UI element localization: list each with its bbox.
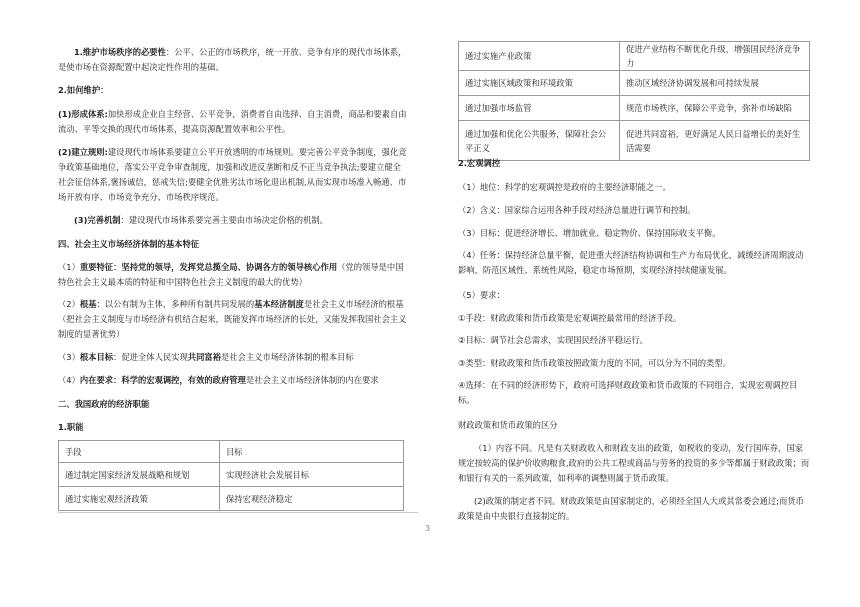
policy-difference-title-text: 财政政策和货币政策的区分 (458, 420, 558, 430)
table-header-goal: 目标 (220, 441, 404, 463)
table-row (459, 71, 810, 96)
macro-meaning (458, 203, 810, 218)
heading-section-four (58, 237, 408, 252)
feature-2-mid: ：以公有制为主体，多种所有制共同发展的 (96, 299, 255, 309)
text-improve-mechanism: ：建设现代市场体系要完善主要由市场决定价格的机制。 (120, 215, 328, 225)
feature-2-number: （2） (58, 299, 80, 309)
table-cell: 通过加强市场监管 (459, 96, 620, 121)
feature-4-number: （4） (58, 375, 80, 385)
paragraph-form-system (58, 107, 408, 137)
table-row (459, 121, 810, 161)
text-necessity: ：公平、公正的市场秩序，统一开放、竞争有序的现代市场体系，是使市场在资源配置中起决定性作用的基础。 (58, 47, 407, 72)
label-form-system: (1)形成体系: (58, 109, 108, 119)
macro-goal-text: （3）目标：促进经济增长、增加就业、稳定物价、保持国际收支平衡。 (458, 228, 721, 238)
macro-goal (458, 226, 810, 241)
paragraph-market-order-necessity (58, 45, 408, 75)
feature-1-colon: ： (113, 262, 122, 272)
table-cell: 推动区域经济协调发展和可持续发展 (620, 71, 810, 96)
heading-how-to-maintain (58, 83, 408, 98)
heading-section-two (58, 397, 408, 412)
feature-4-key: 科学的宏观调控，有效的政府管理 (121, 375, 246, 385)
feature-2-label: 根基 (79, 299, 97, 309)
heading-section-four-text: 四、社会主义市场经济体制的基本特征 (58, 239, 200, 249)
heading-macro-control (458, 156, 810, 171)
functions-table-left (58, 440, 404, 511)
page-number: 3 (425, 524, 431, 533)
feature-2-note: 是社会主义市场经济的根基（把社会主义制度与市场经济有机结合起来，既能发挥市场经济的长处，又能发挥我国社会主义制度的显著优势） (58, 299, 407, 339)
difference-maker (458, 494, 810, 524)
table-cell: 促进共同富裕，更好满足人民日益增长的美好生活需要 (620, 121, 810, 161)
requirement-choice-text: ④选择：在不同的经济形势下，政府可选择财政政策和货币政策的不同组合，实现宏观调控目标。 (458, 380, 798, 405)
feature-3-number: （3） (58, 352, 80, 362)
feature-4-colon: ： (113, 375, 122, 385)
feature-4-note: 是社会主义市场经济体制的内在要求 (245, 375, 379, 385)
table-row (59, 441, 404, 463)
table-cell: 规范市场秩序，保障公平竞争，弥补市场缺陷 (620, 96, 810, 121)
policy-difference-title (458, 418, 810, 433)
requirement-goal (458, 333, 810, 348)
heading-macro-text: 2.宏观调控 (458, 158, 501, 168)
heading-how-text: 2.如何维护： (58, 85, 109, 95)
feature-3-mid: ：促进全体人民实现 (113, 352, 188, 362)
heading-duties-text: 1.职能 (58, 422, 84, 432)
paragraph-improve-mechanism (58, 213, 408, 228)
feature-1-key: 坚持党的领导，发挥党总揽全局、协调各方的领导核心作用 (121, 262, 338, 272)
difference-content (458, 441, 810, 486)
heading-duties (58, 420, 408, 435)
requirement-type (458, 356, 810, 371)
feature-3-label: 根本目标 (79, 352, 114, 362)
label-improve-mechanism: (3)完善机制 (74, 215, 121, 225)
table-row (459, 96, 810, 121)
table-cell: 通过加强和优化公共服务，保障社会公平正义 (459, 121, 620, 161)
table-cell: 促进产业结构不断优化升级，增强国民经济竞争力 (620, 42, 810, 71)
requirement-choice (458, 378, 810, 408)
macro-status-text: （1）地位：科学的宏观调控是政府的主要经济职能之一。 (458, 182, 671, 192)
text-form-system: 加快形成企业自主经营、公平竞争，消费者自由选择、自主消费，商品和要素自由流动、平等交换的现代市场体系，提高资源配置效率和公平性。 (58, 109, 407, 134)
label-establish-rules: (2)建立规则: (58, 147, 108, 157)
feature-4-label: 内在要求 (79, 375, 114, 385)
functions-table-right (458, 41, 810, 161)
feature-3-key: 共同富裕 (187, 352, 221, 362)
feature-1-label: 重要特征 (79, 262, 114, 272)
requirement-type-text: ③类型：财政政策和货币政策按照政策力度的不同，可以分为不同的类型。 (458, 358, 731, 368)
feature-1-number: （1） (58, 262, 80, 272)
macro-requirement-text: （5）要求： (458, 290, 505, 300)
paragraph-establish-rules (58, 145, 408, 205)
heading-section-two-text: 二、我国政府的经济职能 (58, 399, 150, 409)
feature-inner-requirement (58, 373, 408, 388)
macro-status (458, 180, 810, 195)
table-cell: 保持宏观经济稳定 (220, 487, 404, 511)
macro-requirement (458, 288, 810, 303)
table-row (459, 42, 810, 71)
feature-2-key: 基本经济制度 (254, 299, 304, 309)
feature-fundamental-goal (58, 350, 408, 365)
page-divider (58, 512, 418, 513)
difference-content-text: （1）内容不同。凡是有关财政收入和财政支出的政策，如税收的变动，发行国库券，国家规定按较高的保护价收购粮食,政府的公共工程或商品与劳务的投资的多少等都属于财政政策；而和银行有关的一系列政策，如利率的调整则属于货币政策。 (458, 443, 810, 483)
text-establish-rules: 建设现代市场体系要建立公平开放透明的市场规则。要完善公平竞争制度，强化竞争政策基础地位，落实公平竞争审查制度，加强和改进反垄断和反不正当竞争执法;要建立健全社会征信体系,褒扬诚信，惩戒失信;要健全优胜劣汰市场化退出机制,从而实现市场准入畅通、市场开放有序、市场竞争充分、市场秩序规范。 (58, 147, 407, 202)
macro-task (458, 248, 810, 278)
feature-important (58, 260, 408, 290)
table-cell: 通过实施区域政策和环境政策 (459, 71, 620, 96)
feature-1-note: （党的领导是中国特色社会主义最本质的特征和中国特色社会主义制度的最大的优势） (58, 262, 404, 287)
feature-foundation (58, 297, 408, 342)
macro-task-text: （4）任务：保持经济总量平衡，促进重大经济结构协调和生产力布局优化，减缓经济周期波动影响，防范区域性、系统性风险，稳定市场预期，实现经济持续健康发展。 (458, 250, 804, 275)
difference-maker-text: (2)政策的制定者不同。财政政策是由国家制定的，必须经全国人大或其常委会通过;而货币政策是由中央银行直接制定的。 (458, 496, 804, 521)
table-cell: 通过实施产业政策 (459, 42, 620, 71)
table-cell: 实现经济社会发展目标 (220, 463, 404, 487)
requirement-means (458, 311, 810, 326)
feature-3-note: 是社会主义市场经济体制的根本目标 (220, 352, 354, 362)
requirement-goal-text: ②目标：调节社会总需求，实现国民经济平稳运行。 (458, 335, 648, 345)
table-cell: 通过实施宏观经济政策 (59, 487, 220, 511)
macro-meaning-text: （2）含义：国家综合运用各种手段对经济总量进行调节和控制。 (458, 205, 696, 215)
table-row (59, 463, 404, 487)
heading-necessity: 1.维护市场秩序的必要性 (74, 47, 166, 57)
requirement-means-text: ①手段：财政政策和货币政策是宏观调控最常用的经济手段。 (458, 313, 682, 323)
table-header-means: 手段 (59, 441, 220, 463)
table-cell: 通过制定国家经济发展战略和规划 (59, 463, 220, 487)
table-row (59, 487, 404, 511)
